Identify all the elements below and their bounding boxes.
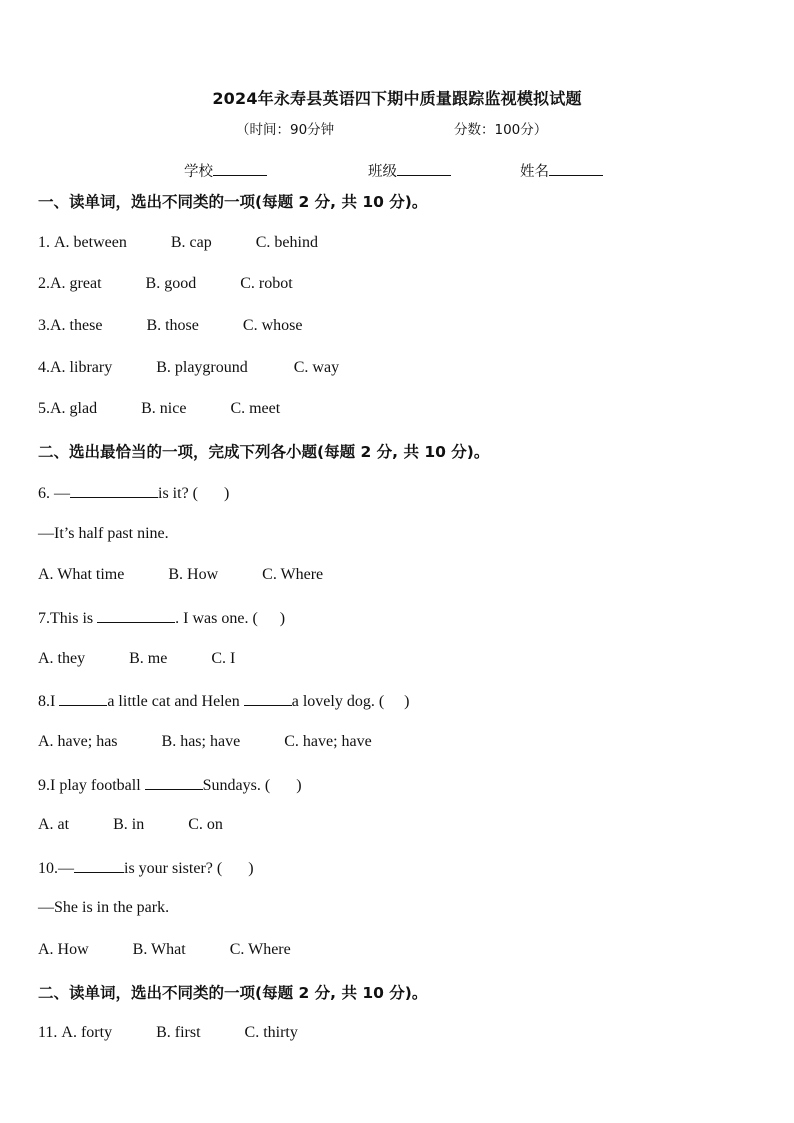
school-field: [184, 160, 267, 181]
option-a[interactable]: A. at: [38, 816, 70, 833]
option-b[interactable]: B. What: [132, 941, 186, 958]
class-field: [368, 160, 451, 181]
option-c[interactable]: C. whose: [242, 317, 303, 334]
option-a[interactable]: A. between: [54, 234, 127, 251]
question-10-options: [38, 941, 291, 959]
page-title: 2024年永寿县英语四下期中质量跟踪监视模拟试题: [212, 89, 582, 108]
question-7: [38, 608, 285, 628]
question-5: [38, 400, 280, 418]
exam-score: 分数：100分）: [454, 122, 548, 138]
option-b[interactable]: B. in: [113, 816, 145, 833]
option-a[interactable]: A. these: [50, 317, 103, 334]
paren-close: ): [404, 693, 410, 710]
question-number: 3.: [38, 317, 50, 334]
exam-time: （时间：90分钟: [236, 122, 335, 138]
question-number: 5.: [38, 400, 50, 417]
question-number: 4.: [38, 359, 50, 376]
option-c[interactable]: C. I: [211, 650, 236, 667]
question-6-options: [38, 566, 323, 584]
question-number: 2.: [38, 275, 50, 292]
question-6: [38, 483, 229, 503]
question-stem: is your sister? (: [124, 860, 223, 877]
name-blank[interactable]: [549, 161, 603, 176]
question-stem: 9.I play football: [38, 777, 145, 794]
option-a[interactable]: A. library: [50, 359, 113, 376]
question-8: [38, 691, 409, 711]
option-a[interactable]: A. they: [38, 650, 86, 667]
option-b[interactable]: B. playground: [156, 359, 248, 376]
question-stem: . I was one. (: [175, 610, 258, 627]
answer-blank[interactable]: [145, 775, 203, 790]
question-stem: 8.I: [38, 693, 60, 710]
option-b[interactable]: B. those: [146, 317, 199, 334]
option-a[interactable]: A. glad: [50, 400, 98, 417]
paren-close: ): [224, 485, 230, 502]
option-a[interactable]: A. forty: [61, 1024, 113, 1041]
option-c[interactable]: C. behind: [255, 234, 318, 251]
option-a[interactable]: A. What time: [38, 566, 125, 583]
option-b[interactable]: B. How: [168, 566, 219, 583]
question-8-options: [38, 733, 372, 751]
question-9: [38, 775, 302, 795]
option-a[interactable]: A. How: [38, 941, 89, 958]
section-heading-3: 二、读单词，选出不同类的一项(每题 2 分, 共 10 分)。: [38, 984, 428, 1002]
option-c[interactable]: C. on: [188, 816, 223, 833]
question-stem: 10.—: [38, 860, 74, 877]
option-b[interactable]: B. nice: [141, 400, 187, 417]
option-b[interactable]: B. has; have: [161, 733, 241, 750]
school-label: 学校: [184, 164, 213, 180]
option-c[interactable]: C. meet: [230, 400, 281, 417]
section-heading-1: 一、读单词，选出不同类的一项(每题 2 分, 共 10 分)。: [38, 193, 428, 211]
answer-blank[interactable]: [74, 858, 124, 873]
answer-blank[interactable]: [244, 691, 292, 706]
option-c[interactable]: C. have; have: [284, 733, 372, 750]
option-c[interactable]: C. way: [293, 359, 340, 376]
option-c[interactable]: C. Where: [229, 941, 291, 958]
option-b[interactable]: B. cap: [170, 234, 212, 251]
question-stem: a lovely dog. (: [291, 693, 385, 710]
question-9-options: [38, 816, 223, 834]
option-b[interactable]: B. good: [145, 275, 197, 292]
question-6-reply: —It’s half past nine.: [38, 525, 169, 542]
question-10-reply: —She is in the park.: [38, 899, 170, 916]
name-field: [520, 160, 603, 181]
answer-blank[interactable]: [59, 691, 107, 706]
section-heading-2: 二、选出最恰当的一项，完成下列各小题(每题 2 分, 共 10 分)。: [38, 443, 490, 461]
question-3: [38, 317, 302, 335]
question-number: 11.: [38, 1024, 62, 1041]
option-c[interactable]: C. robot: [240, 275, 293, 292]
question-number: 1.: [38, 234, 54, 251]
class-label: 班级: [368, 164, 397, 180]
question-stem: a little cat and Helen: [107, 693, 244, 710]
question-1: [38, 234, 318, 252]
question-stem: is it? (: [158, 485, 198, 502]
question-7-options: [38, 650, 235, 668]
answer-blank[interactable]: [97, 608, 175, 623]
option-b[interactable]: B. me: [129, 650, 168, 667]
option-c[interactable]: C. Where: [262, 566, 324, 583]
question-stem: 6. —: [38, 485, 70, 502]
paren-close: ): [248, 860, 254, 877]
answer-blank[interactable]: [70, 483, 158, 498]
paren-close: ): [279, 610, 286, 627]
option-a[interactable]: A. have; has: [38, 733, 118, 750]
class-blank[interactable]: [397, 161, 451, 176]
name-label: 姓名: [520, 164, 549, 180]
question-4: [38, 359, 339, 377]
question-stem: Sundays. (: [202, 777, 271, 794]
school-blank[interactable]: [213, 161, 267, 176]
question-11: [38, 1024, 298, 1042]
paren-close: ): [296, 777, 302, 794]
question-2: [38, 275, 293, 293]
question-stem: 7.This is: [38, 610, 98, 627]
question-10: [38, 858, 254, 878]
option-c[interactable]: C. thirty: [244, 1024, 298, 1041]
option-b[interactable]: B. first: [156, 1024, 201, 1041]
option-a[interactable]: A. great: [50, 275, 102, 292]
